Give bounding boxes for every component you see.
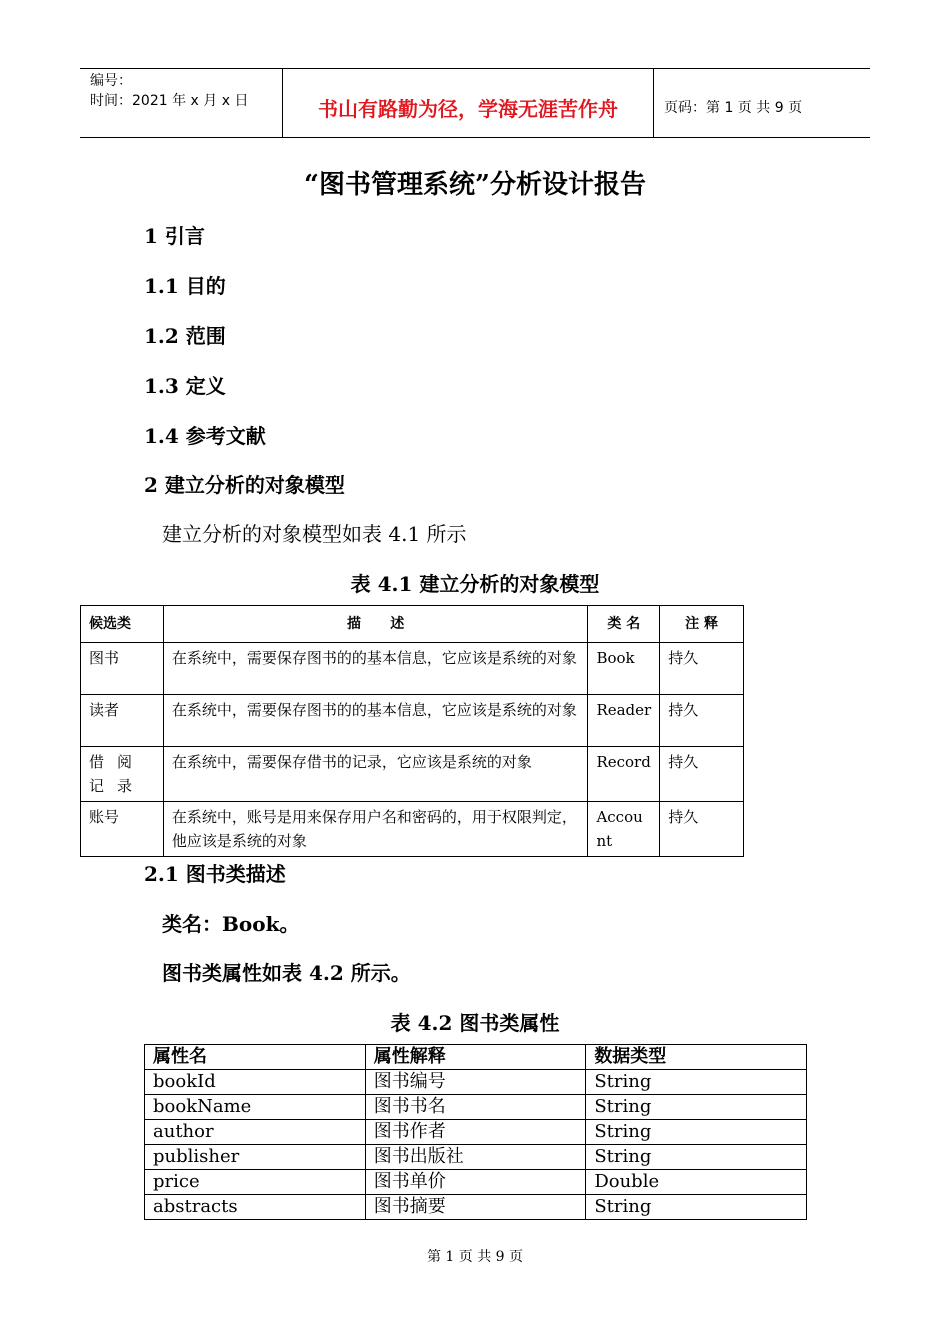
table-cell: author bbox=[145, 1120, 366, 1145]
table-cell: String bbox=[586, 1120, 807, 1145]
table-cell: 图书摘要 bbox=[365, 1195, 586, 1220]
table-cell: 持久 bbox=[660, 747, 744, 802]
table1-header-cell: 描 述 bbox=[163, 606, 588, 643]
table-cell: 在系统中，账号是用来保存用户名和密码的，用于权限判定，他应该是系统的对象 bbox=[163, 802, 588, 857]
table-cell: 借阅记录 bbox=[81, 747, 164, 802]
table-cell: String bbox=[586, 1095, 807, 1120]
heading-purpose: 1.1 目的 bbox=[144, 274, 226, 298]
table-cell: String bbox=[586, 1145, 807, 1170]
table-cell: 持久 bbox=[660, 695, 744, 747]
header-right bbox=[654, 69, 870, 137]
table-cell: String bbox=[586, 1070, 807, 1095]
table-row bbox=[145, 1195, 807, 1220]
table1-header-cell: 候选类 bbox=[81, 606, 164, 643]
header-middle bbox=[282, 69, 654, 137]
table-cell: price bbox=[145, 1170, 366, 1195]
table-cell: 在系统中，需要保存图书的的基本信息，它应该是系统的对象 bbox=[163, 643, 588, 695]
table-cell: 在系统中，需要保存借书的记录，它应该是系统的对象 bbox=[163, 747, 588, 802]
heading-definitions: 1.3 定义 bbox=[144, 374, 226, 398]
table-cell: 图书单价 bbox=[365, 1170, 586, 1195]
header-motto: 书山有路勤为径，学海无涯苦作舟 bbox=[318, 96, 618, 121]
table-cell: 账号 bbox=[81, 802, 164, 857]
table-cell: Reader bbox=[588, 695, 660, 747]
page-footer: 第 1 页 共 9 页 bbox=[426, 1249, 524, 1265]
table-cell: Account bbox=[588, 802, 660, 857]
table-cell: 图书出版社 bbox=[365, 1145, 586, 1170]
table-cell: Book bbox=[588, 643, 660, 695]
table2-header-cell: 属性名 bbox=[145, 1045, 366, 1070]
header-left bbox=[80, 69, 282, 137]
table-row bbox=[81, 802, 744, 857]
table2-caption: 表 4.2 图书类属性 bbox=[390, 1011, 560, 1035]
table-row bbox=[145, 1145, 807, 1170]
header-page-label: 页码：第 1 页 共 9 页 bbox=[664, 100, 803, 116]
table-cell: 图书书名 bbox=[365, 1095, 586, 1120]
table1-header-row bbox=[81, 606, 744, 643]
table1-caption: 表 4.1 建立分析的对象模型 bbox=[350, 572, 600, 596]
document-title: “图书管理系统”分析设计报告 bbox=[304, 170, 646, 200]
table-row bbox=[145, 1095, 807, 1120]
table-cell: 图书作者 bbox=[365, 1120, 586, 1145]
doc-date-label: 时间：2021 年 x 月 x 日 bbox=[90, 93, 249, 109]
table-row bbox=[145, 1170, 807, 1195]
object-model-paragraph: 建立分析的对象模型如表 4.1 所示 bbox=[162, 522, 467, 546]
table-cell: Double bbox=[586, 1170, 807, 1195]
table1-header-cell: 类 名 bbox=[588, 606, 660, 643]
heading-book-class: 2.1 图书类描述 bbox=[144, 862, 286, 886]
heading-object-model: 2 建立分析的对象模型 bbox=[144, 473, 345, 497]
table-cell: 图书 bbox=[81, 643, 164, 695]
doc-number-label: 编号： bbox=[90, 73, 132, 89]
table-cell: publisher bbox=[145, 1145, 366, 1170]
heading-references: 1.4 参考文献 bbox=[144, 424, 266, 448]
table-cell: abstracts bbox=[145, 1195, 366, 1220]
table2-header-row bbox=[145, 1045, 807, 1070]
table-cell: String bbox=[586, 1195, 807, 1220]
table1-header-cell: 注 释 bbox=[660, 606, 744, 643]
table-row bbox=[81, 747, 744, 802]
table-cell: 持久 bbox=[660, 802, 744, 857]
table-cell: 在系统中，需要保存图书的的基本信息，它应该是系统的对象 bbox=[163, 695, 588, 747]
heading-introduction: 1 引言 bbox=[144, 224, 205, 248]
table-cell: 图书编号 bbox=[365, 1070, 586, 1095]
table2-header-cell: 数据类型 bbox=[586, 1045, 807, 1070]
page-header bbox=[80, 68, 870, 138]
table-cell: 读者 bbox=[81, 695, 164, 747]
table-row bbox=[145, 1070, 807, 1095]
table-row bbox=[81, 643, 744, 695]
book-attributes-table bbox=[144, 1044, 807, 1220]
table2-header-cell: 属性解释 bbox=[365, 1045, 586, 1070]
table-cell: 持久 bbox=[660, 643, 744, 695]
table-cell: bookName bbox=[145, 1095, 366, 1120]
heading-scope: 1.2 范围 bbox=[144, 324, 226, 348]
object-model-table bbox=[80, 605, 744, 857]
table-cell: bookId bbox=[145, 1070, 366, 1095]
class-name-line: 类名：Book。 bbox=[162, 912, 300, 936]
attribute-intro-line: 图书类属性如表 4.2 所示。 bbox=[162, 961, 411, 985]
table-row bbox=[145, 1120, 807, 1145]
table-cell: Record bbox=[588, 747, 660, 802]
table-row bbox=[81, 695, 744, 747]
